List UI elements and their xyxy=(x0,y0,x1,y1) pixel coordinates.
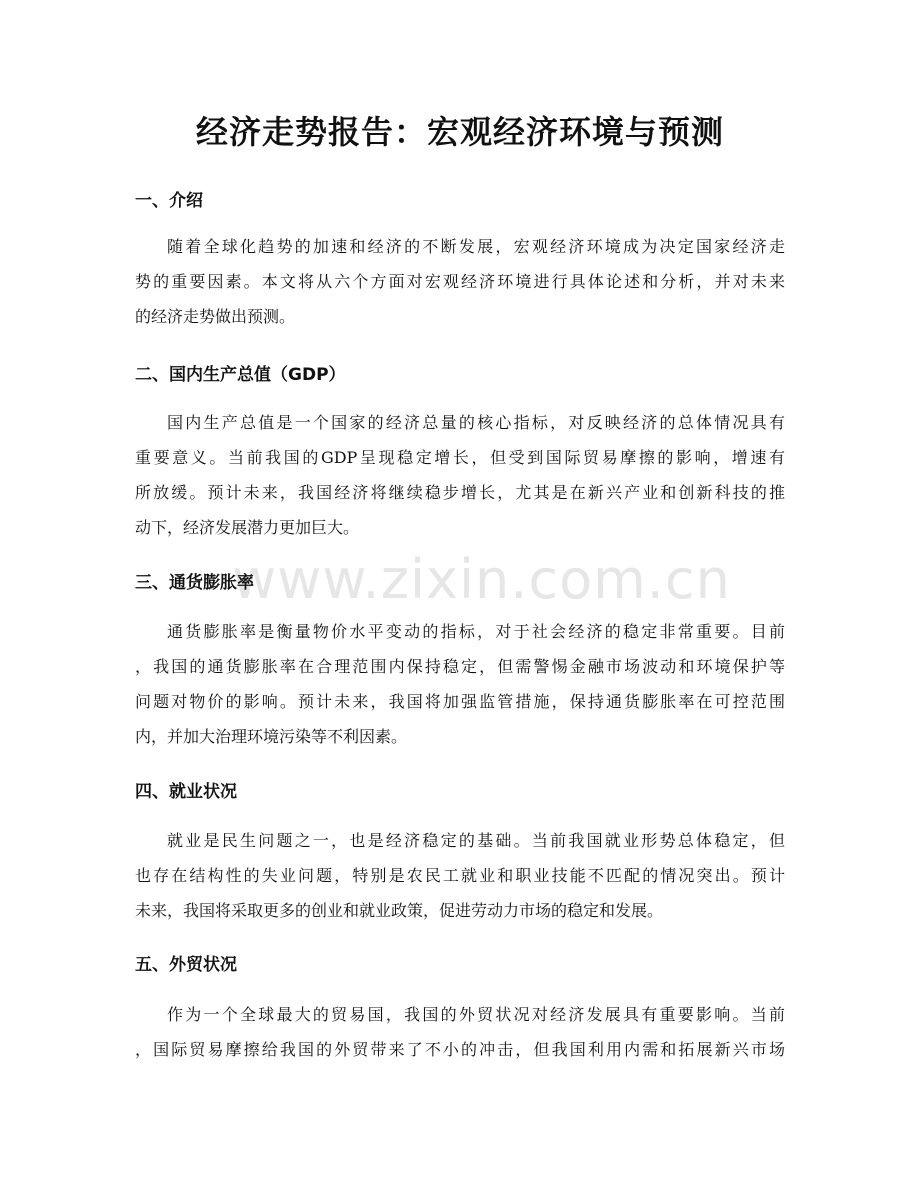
section-heading-trade: 五、外贸状况 xyxy=(135,955,237,975)
paragraph-line: 所放缓。预计未来，我国经济将继续稳步增长，尤其是在新兴产业和创新科技的推 xyxy=(135,483,785,502)
section-paragraph-inflation xyxy=(135,614,785,754)
paragraph-line: 问题对物价的影响。预计未来，我国将加强监管措施，保持通货膨胀率在可控范围 xyxy=(135,692,785,711)
watermark: www.zixin.com.cn xyxy=(232,548,731,611)
section-paragraph-gdp xyxy=(135,405,785,545)
paragraph-line: 未来，我国将采取更多的创业和就业政策，促进劳动力市场的稳定和发展。 xyxy=(135,901,664,920)
section-heading-inflation: 三、通货膨胀率 xyxy=(135,573,254,593)
paragraph-line: 的经济走势做出预测。 xyxy=(135,307,296,326)
paragraph-line: 随着全球化趋势的加速和经济的不断发展，宏观经济环境成为决定国家经济走 xyxy=(167,237,785,256)
section-paragraph-employment xyxy=(135,823,785,928)
paragraph-line: 通货膨胀率是衡量物价水平变动的指标，对于社会经济的稳定非常重要。目前 xyxy=(167,622,785,641)
paragraph-line: 内，并加大治理环境污染等不利因素。 xyxy=(135,727,408,746)
section-heading-employment: 四、就业状况 xyxy=(135,782,237,802)
paragraph-line: ，国际贸易摩擦给我国的外贸带来了不小的冲击，但我国利用内需和拓展新兴市场 xyxy=(135,1040,785,1059)
paragraph-line: 动下，经济发展潜力更加巨大。 xyxy=(135,518,360,537)
paragraph-line: 就业是民生问题之一，也是经济稳定的基础。当前我国就业形势总体稳定，但 xyxy=(167,831,785,850)
section-heading-intro: 一、介绍 xyxy=(135,191,203,211)
paragraph-line: 也存在结构性的失业问题，特别是农民工就业和职业技能不匹配的情况突出。预计 xyxy=(135,866,785,885)
paragraph-line: 国内生产总值是一个国家的经济总量的核心指标，对反映经济的总体情况具有 xyxy=(167,413,785,432)
paragraph-line: 作为一个全球最大的贸易国，我国的外贸状况对经济发展具有重要影响。当前 xyxy=(167,1005,785,1024)
paragraph-line: ，我国的通货膨胀率在合理范围内保持稳定，但需警惕金融市场波动和环境保护等 xyxy=(135,657,785,676)
section-heading-gdp: 二、国内生产总值（GDP） xyxy=(135,365,346,385)
paragraph-line: 势的重要因素。本文将从六个方面对宏观经济环境进行具体论述和分析，并对未来 xyxy=(135,272,785,291)
section-paragraph-trade xyxy=(135,997,785,1067)
page-title: 经济走势报告：宏观经济环境与预测 xyxy=(195,113,724,151)
section-paragraph-intro xyxy=(135,229,785,334)
paragraph-line: 重要意义。当前我国的GDP呈现稳定增长，但受到国际贸易摩擦的影响，增速有 xyxy=(135,448,785,467)
